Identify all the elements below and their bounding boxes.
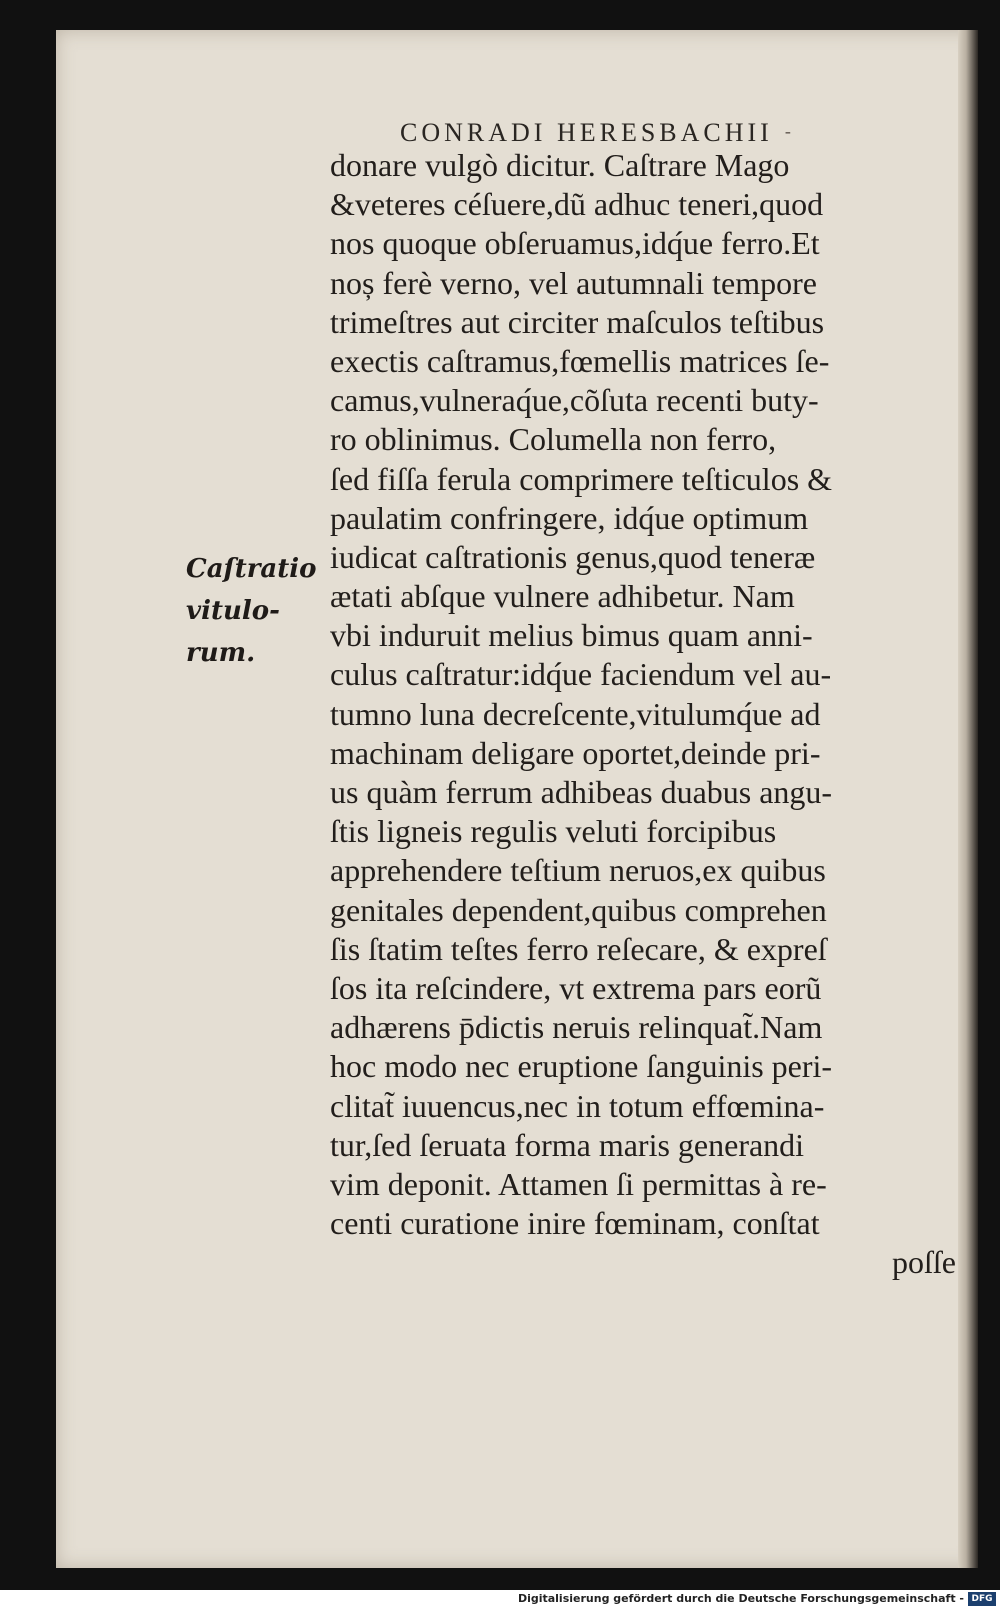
marginal-note-line: rum. [186, 638, 256, 668]
text-line: &veteres céſuere,dũ adhuc teneri,quod [330, 186, 824, 223]
text-line: us quàm ferrum adhibeas duabus angu- [330, 774, 833, 810]
text-line: camus,vulneraq́ue,cõſuta recenti buty- [330, 382, 819, 419]
text-line: nos quoque obſeruamus,idq́ue ferro.Et [330, 225, 820, 262]
text-line: tur,ſed ſeruata forma maris generandi [330, 1126, 805, 1163]
marginal-note [186, 548, 317, 674]
dfg-logo: DFG [968, 1592, 996, 1606]
text-line: ro oblinimus. Columella non ferro, [330, 421, 777, 458]
text-line: culus caſtratur:idq́ue faciendum vel au- [330, 656, 832, 693]
text-line: vbi induruit melius bimus quam anni- [330, 617, 813, 654]
text-line: ſtis ligneis regulis veluti forcipibus [330, 813, 777, 850]
marginal-note-line: vitulo- [186, 596, 280, 626]
text-line: clitat̃ iuuencus,nec in totum effœmina- [330, 1087, 825, 1124]
text-line: adhærens p̄dictis neruis relinquat̃.Nam [330, 1009, 823, 1046]
text-line: hoc modo nec eruptione ſanguinis peri- [330, 1048, 833, 1085]
text-line: ſos ita reſcindere, vt extrema pars eorũ [330, 969, 822, 1006]
body-text [330, 146, 952, 1243]
text-line: ſed fiſſa ferula comprimere teſticulos & [330, 460, 833, 497]
text-line: exectis caſtramus,fœmellis matrices ſe- [330, 342, 830, 379]
text-line: vim deponit. Attamen ſi permittas à re- [330, 1165, 827, 1202]
text-line: noș ferè verno, vel autumnali tempore [330, 264, 817, 301]
text-line: iudicat caſtrationis genus,quod teneræ [330, 538, 816, 575]
digitization-credit: Digitalisierung gefördert durch die Deutsche Forschungsgemeinschaft - [517, 1592, 964, 1605]
text-line: paulatim confringere, idq́ue optimum [330, 499, 809, 536]
text-line: apprehendere teſtium neruos,ex quibus [330, 852, 826, 889]
text-line: machinam deligare oportet,deinde pri- [330, 734, 821, 771]
text-line: donare vulgò dicitur. Caſtrare Mago [330, 147, 790, 183]
catchword: poſſe [892, 1244, 956, 1280]
text-line: ætati abſque vulnere adhibetur. Nam [330, 578, 795, 615]
running-head-text: CONRADI HERESBACHII [400, 118, 773, 147]
text-line: centi curatione inire fœminam, conſtat [330, 1205, 820, 1242]
running-head-mark: - [784, 121, 795, 141]
text-line: genitales dependent,quibus comprehen [330, 891, 827, 928]
text-line: tumno luna decreſcente,vitulumq́ue ad [330, 695, 821, 732]
running-head [400, 118, 795, 148]
page-edge [958, 30, 978, 1568]
text-line: ſis ſtatim teſtes ferro reſecare, & expreſ [330, 930, 827, 967]
text-line: trimeſtres aut circiter maſculos teſtibus [330, 303, 825, 340]
marginal-note-line: Caſtratio [186, 554, 317, 584]
